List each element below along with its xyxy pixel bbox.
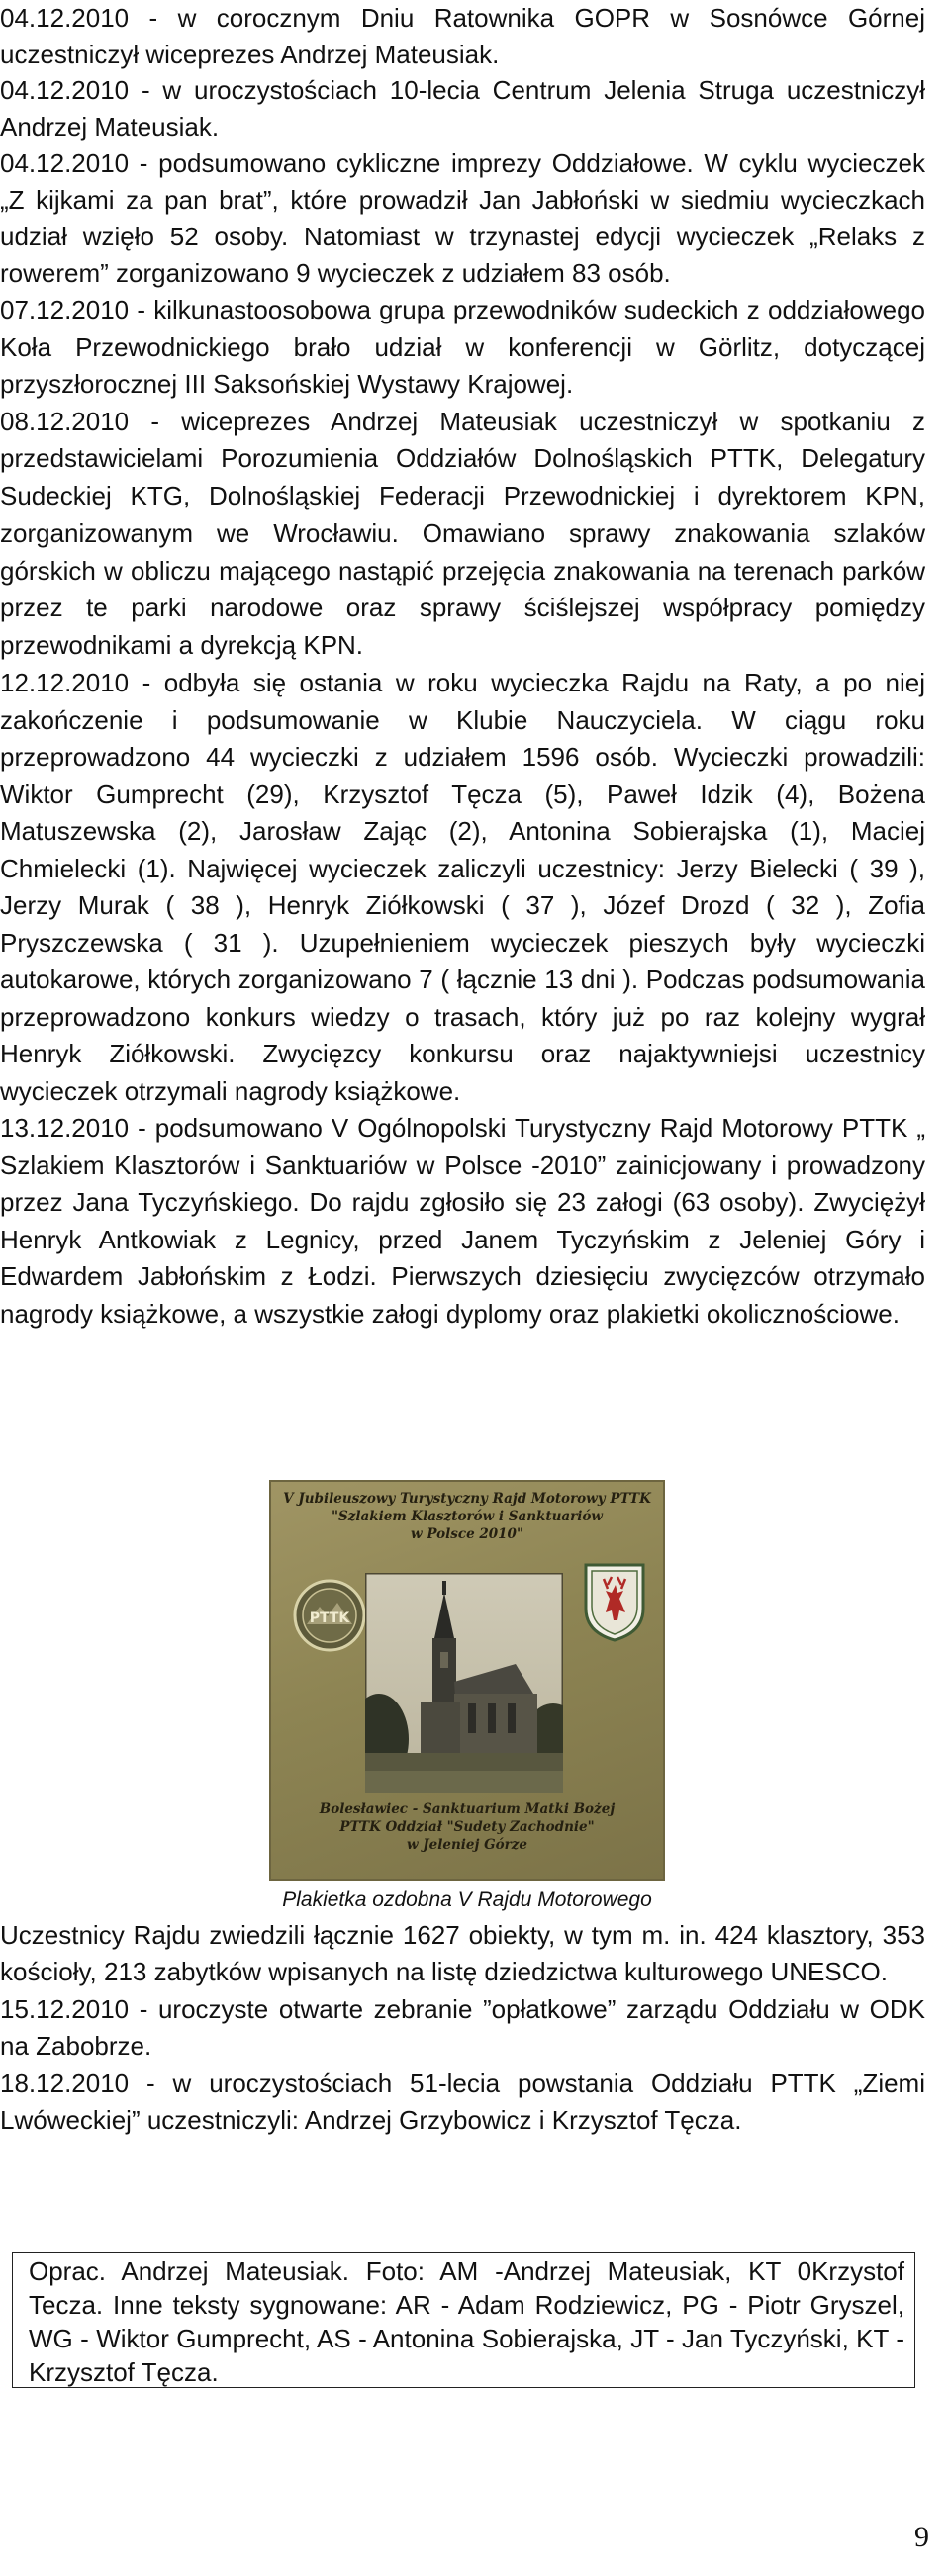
paragraph-rajd-motorowy: 13.12.2010 - podsumowano V Ogólnopolski Turystyczny Rajd Motorowy PTTK „ Szlakiem Klasztorów i Sanktuariów w Polsce -2010” zainicjowany i prowadzony przez Jana Tyczyńskiego. Do rajdu zgłosiło się 23 załogi (63 osoby). Zwyciężył Henryk Antkowiak z Legnicy, przed Janem Tyczyńskim z Jeleniej Góry i Edwardem Jabłońskim z Łodzi. Pierwszych dziesięciu zwycięzców otrzymało nagrody książkowe, a wszystkie załogi dyplomy oraz plakietki okolicznościowe. — [0, 1113, 925, 1329]
paragraph-gorlitz: 07.12.2010 - kilkunastoosobowa grupa przewodników sudeckich z oddziałowego Koła Przewodnickiego brało udział w konferencji w Görlitz, dotyczącej przyszłorocznej III Saksońskiej Wystawy Krajowej. — [0, 295, 925, 399]
paragraph-oplatek: 15.12.2010 - uroczyste otwarte zebranie ”opłatkowe” zarządu Oddziału w ODK na Zabobrze. — [0, 1993, 925, 2062]
church-photo — [365, 1573, 563, 1793]
paragraph-rajd-na-raty: 12.12.2010 - odbyła się ostania w roku wycieczka Rajdu na Raty, a po niej zakończenie i podsumowanie w Klubie Nauczyciela. W ciągu roku przeprowadzono 44 wycieczki z udziałem 1596 osób. Wycieczki prowadzili: Wiktor Gumprecht (29), Krzysztof Tęcza (5), Paweł Idzik (4), Bożena Matuszewska (2), Jarosław Zając (2), Antonina Sobierajska (1), Maciej Chmielecki (1). Najwięcej wycieczek zaliczyli uczestnicy: Jerzy Bielecki ( 39 ), Jerzy Murak ( 38 ), Henryk Ziółkowski ( 37 ), Józef Drozd ( 32 ), Zofia Pryszczewska ( 31 ). Uzupełnieniem wycieczek pieszych były wycieczki autokarowe, których zorganizowano 7 ( łącznie 13 dni ). Podczas podsumowania przeprowadzono konkurs wiedzy o trasach, który już po raz kolejny wygrał Henryk Ziółkowski. Zwycięzcy konkursu oraz najaktywniejsi uczestnicy wycieczek otrzymali nagrody książkowe. — [0, 668, 925, 1106]
pttk-logo-text: PTTK — [309, 1610, 350, 1626]
plaque-top-line: V Jubileuszowy Turystyczny Rajd Motorowy PTTK — [283, 1491, 651, 1507]
paragraph-gopr: 04.12.2010 - w corocznym Dniu Ratownika GOPR w Sosnówce Górnej uczestniczył wiceprezes Andrzej Mateusiak. — [0, 3, 925, 69]
plaque-top-text — [271, 1490, 663, 1543]
plaque-top-line: w Polsce 2010" — [411, 1526, 523, 1542]
article-body-continued — [0, 1917, 925, 2139]
paragraph-lwowek: 18.12.2010 - w uroczystościach 51-lecia powstania Oddziału PTTK „Ziemi Lwóweckiej” uczestniczyli: Andrzej Grzybowicz i Krzysztof Tęcza. — [0, 2068, 925, 2136]
plaque-bottom-line: PTTK Oddział "Sudety Zachodnie" — [339, 1819, 595, 1835]
paragraph-wroclaw-meeting: 08.12.2010 - wiceprezes Andrzej Mateusiak uczestniczył w spotkaniu z przedstawicielami Porozumienia Oddziałów Dolnośląskich PTTK, Delegatury Sudeckiej KTG, Dolnośląskiej Federacji Przewodnickiej i dyrektorem KPN, zorganizowanym we Wrocławiu. Omawiano sprawy znakowania szlaków górskich w obliczu mającego nastąpić przejęcia znakowania na terenach parków przez te parki narodowe oraz sprawy ściślejszej współpracy pomiędzy przewodnikami a dyrekcją KPN. — [0, 406, 925, 661]
paragraph-rajd-stats: Uczestnicy Rajdu zwiedzili łącznie 1627 obiekty, w tym m. in. 424 klasztory, 353 kościoły, 213 zabytków wpisanych na listę dziedzictwa kulturowego UNESCO. — [0, 1920, 925, 1987]
plaque-bottom-text — [271, 1800, 663, 1854]
deer-crest-icon — [584, 1563, 645, 1642]
plaque-image — [269, 1480, 665, 1881]
page-number: 9 — [914, 2521, 929, 2553]
plaque-photo — [269, 1480, 665, 1881]
plaque-bottom-line: Bolesławiec - Sanktuarium Matki Bożej — [319, 1801, 616, 1817]
paragraph-jelenia-struga: 04.12.2010 - w uroczystościach 10-lecia Centrum Jelenia Struga uczestniczył Andrzej Mateusiak. — [0, 75, 925, 141]
paragraph-imprezy-oddzialowe: 04.12.2010 - podsumowano cykliczne imprezy Oddziałowe. W cyklu wycieczek „Z kijkami za pan brat”, które prowadził Jan Jabłoński w siedmiu wycieczkach udział wzięło 52 osoby. Natomiast w trzynastej edycji wycieczek „Relaks z rowerem” zorganizowano 9 wycieczek z udziałem 83 osób. — [0, 148, 925, 288]
plaque-bottom-line: w Jeleniej Górze — [406, 1837, 528, 1853]
plaque-top-line: "Szlakiem Klasztorów i Sanktuariów — [331, 1509, 604, 1524]
credits-box: Oprac. Andrzej Mateusiak. Foto: AM -Andrzej Mateusiak, KT 0Krzystof Tecza. Inne teksty sygnowane: AR - Adam Rodziewicz, PG - Piotr Gryszel, WG - Wiktor Gumprecht, AS - Antonina Sobierajska, JT - Jan Tyczyński, KT - Krzysztof Tęcza. — [12, 2252, 915, 2388]
plaque-caption: Plakietka ozdobna V Rajdu Motorowego — [282, 1888, 652, 1911]
pttk-logo-icon — [293, 1579, 366, 1652]
